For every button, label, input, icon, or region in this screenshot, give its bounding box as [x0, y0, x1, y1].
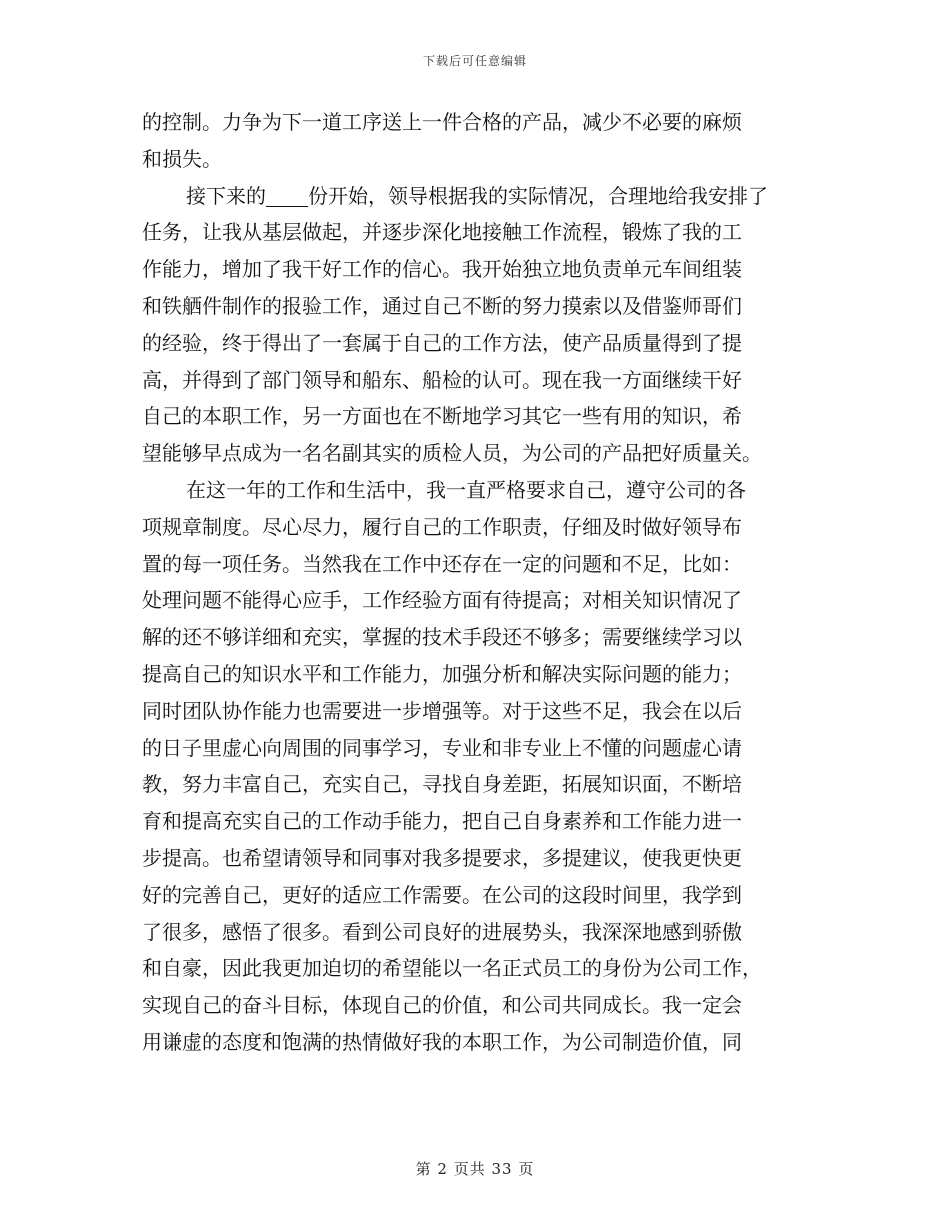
- text-fragment: 份开始，领导根据我的实际情况，合理地给我安排了: [308, 183, 768, 208]
- text-line: 项规章制度。尽心尽力，履行自己的工作职责，仔细及时做好领导布: [142, 514, 742, 539]
- text-line: 的经验，终于得出了一套属于自己的工作方法，使产品质量得到了提: [142, 330, 742, 355]
- text-line: 自己的本职工作，另一方面也在不断地学习其它一些有用的知识，希: [142, 404, 742, 429]
- text-line: 高，并得到了部门领导和船东、船检的认可。现在我一方面继续干好: [142, 367, 742, 392]
- document-body: [142, 104, 814, 1061]
- paragraph: [142, 104, 814, 178]
- text-line: 作能力，增加了我干好工作的信心。我开始独立地负责单元车间组装: [142, 257, 742, 282]
- page-footer: 第 2 页共 33 页: [415, 1160, 535, 1178]
- text-line: 步提高。也希望请领导和同事对我多提要求，多提建议，使我更快更: [142, 845, 742, 870]
- text-line: 用谦虚的态度和饱满的热情做好我的本职工作，为公司制造价值，同: [142, 1029, 742, 1054]
- text-fragment: 接下来的: [186, 183, 266, 208]
- text-line: 任务，让我从基层做起，并逐步深化地接触工作流程，锻炼了我的工: [142, 220, 742, 245]
- text-line: 教，努力丰富自己，充实自己，寻找自身差距，拓展知识面，不断培: [142, 772, 742, 797]
- text-line: 和损失。: [142, 146, 222, 171]
- text-line: 育和提高充实自己的工作动手能力，把自己自身素养和工作能力进一: [142, 809, 742, 834]
- text-line: 提高自己的知识水平和工作能力，加强分析和解决实际问题的能力；: [142, 661, 742, 686]
- paragraph: [142, 178, 814, 472]
- text-line: 实现自己的奋斗目标，体现自己的价值，和公司共同成长。我一定会: [142, 993, 742, 1018]
- paragraph: [142, 472, 814, 1061]
- text-line: [142, 178, 814, 215]
- text-line: 和铁舾件制作的报验工作，通过自己不断的努力摸索以及借鉴师哥们: [142, 293, 742, 318]
- text-line: 解的还不够详细和充实，掌握的技术手段还不够多；需要继续学习以: [142, 625, 742, 650]
- text-line: 的日子里虚心向周围的同事学习，专业和非专业上不懂的问题虚心请: [142, 735, 742, 760]
- text-line: 和自豪，因此我更加迫切的希望能以一名正式员工的身份为公司工作，: [142, 956, 762, 981]
- page-header: 下载后可任意编辑: [422, 54, 527, 68]
- text-line: 在这一年的工作和生活中，我一直严格要求自己，遵守公司的各: [186, 477, 746, 502]
- text-line: 好的完善自己，更好的适应工作需要。在公司的这段时间里，我学到: [142, 882, 742, 907]
- text-line: 的控制。力争为下一道工序送上一件合格的产品，减少不必要的麻烦: [142, 110, 742, 134]
- text-line: 置的每一项任务。当然我在工作中还存在一定的问题和不足，比如：: [142, 551, 742, 576]
- text-line: 处理问题不能得心应手，工作经验方面有待提高；对相关知识情况了: [142, 588, 742, 613]
- text-line: 同时团队协作能力也需要进一步增强等。对于这些不足，我会在以后: [142, 698, 742, 723]
- text-line: 了很多，感悟了很多。看到公司良好的进展势头，我深深地感到骄傲: [142, 919, 742, 944]
- text-line: 望能够早点成为一名名副其实的质检人员，为公司的产品把好质量关。: [142, 441, 762, 466]
- fill-in-blank: [266, 186, 308, 207]
